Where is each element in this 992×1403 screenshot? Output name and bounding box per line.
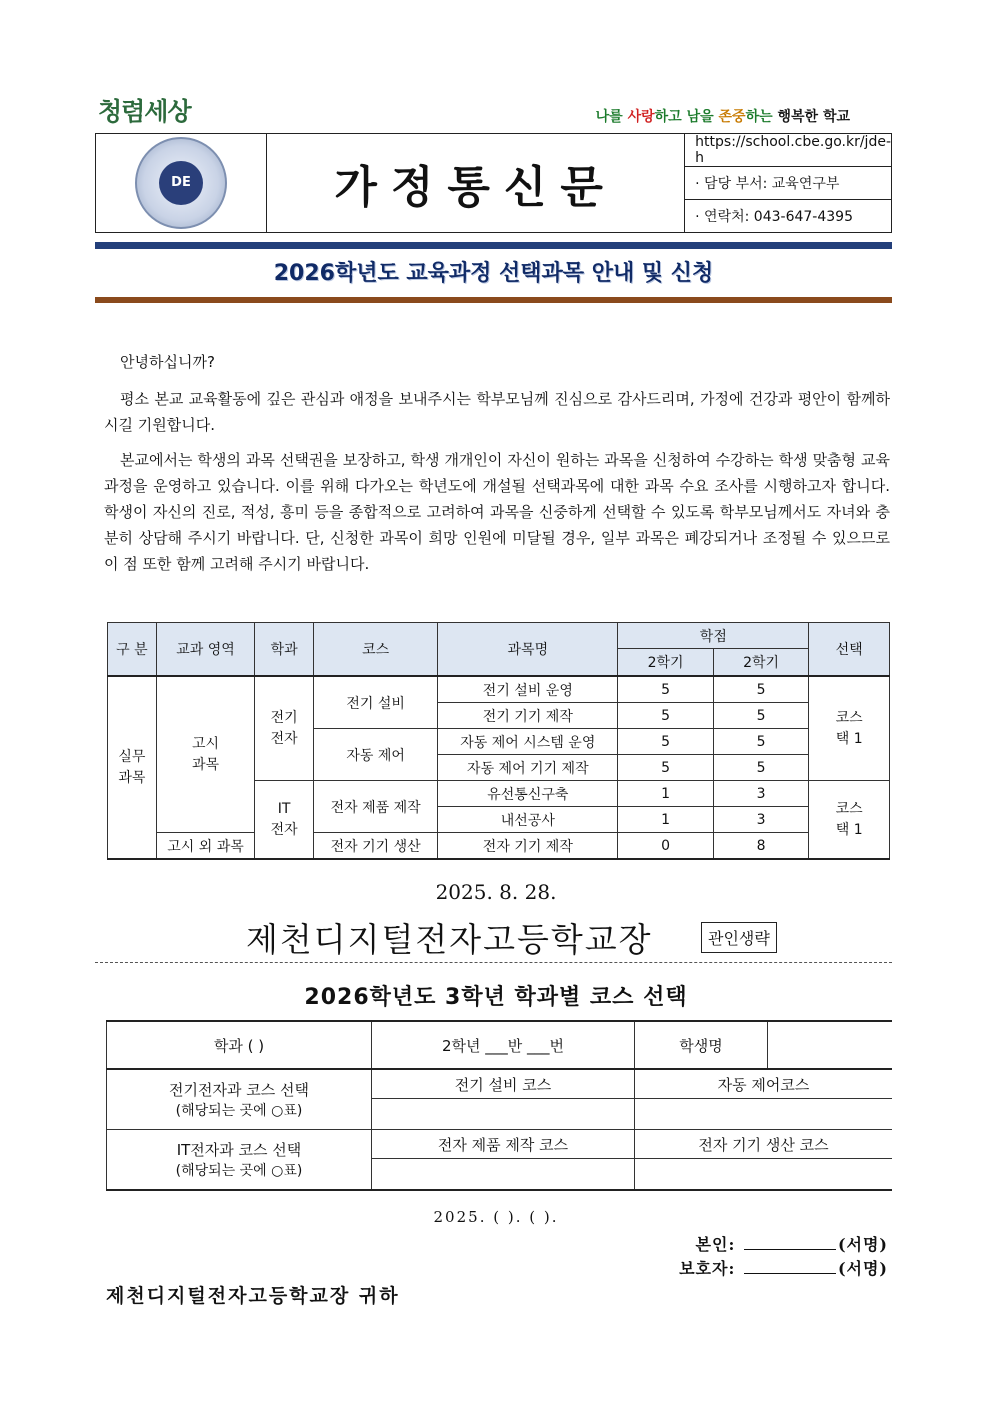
credit-cell: 3 <box>713 781 809 807</box>
self-signature-line <box>696 1232 888 1255</box>
th-credit: 학점 <box>618 623 809 649</box>
credit-cell: 5 <box>618 755 714 781</box>
motto-part: 남을 <box>686 109 714 125</box>
divider-top <box>95 242 892 249</box>
mark-electrical-facility[interactable] <box>372 1099 635 1130</box>
motto-part: 하는 <box>745 109 773 125</box>
contact-info: · 연락처: 043-647-4395 <box>685 200 892 233</box>
header-box <box>95 133 892 233</box>
area-cell: 고시 과목 <box>156 676 254 833</box>
credit-cell: 5 <box>713 676 809 703</box>
option-device-production: 전자 기기 생산 코스 <box>635 1130 893 1159</box>
subject-cell: 자동 제어 시스템 운영 <box>438 729 618 755</box>
guardian-sign-label: 보호자: <box>679 1259 736 1278</box>
credit-cell: 5 <box>713 755 809 781</box>
credit-cell: 1 <box>618 807 714 833</box>
option-auto-control: 자동 제어코스 <box>635 1069 893 1099</box>
dept-cell: 전기 전자 <box>255 676 314 781</box>
motto-part: 존중 <box>718 109 746 125</box>
department-info: · 담당 부서: 교육연구부 <box>685 167 892 200</box>
form-title: 2026학년도 3학년 학과별 코스 선택 <box>304 985 688 1010</box>
motto-part: 행복한 학교 <box>777 109 850 125</box>
sign-suffix: (서명) <box>837 1235 888 1254</box>
th-sem1: 2학기 <box>618 649 714 676</box>
credit-cell: 8 <box>713 833 809 860</box>
it-course-label-cell <box>107 1130 372 1191</box>
option-electrical-facility: 전기 설비 코스 <box>372 1069 635 1099</box>
course-cell: 전자 제품 제작 <box>314 781 438 833</box>
table-row <box>108 833 890 860</box>
ee-course-label-cell <box>107 1069 372 1130</box>
subject-cell: 내선공사 <box>438 807 618 833</box>
subject-cell: 전자 기기 제작 <box>438 833 618 860</box>
brand-logo-text: 청렴세상 <box>98 97 191 126</box>
brand-logo <box>98 92 191 128</box>
th-dept: 학과 <box>255 623 314 677</box>
credit-cell: 5 <box>618 676 714 703</box>
notice-subject: 2026학년도 교육과정 선택과목 안내 및 신청 <box>273 261 714 286</box>
greeting: 안녕하십니까? <box>120 353 215 371</box>
stamp-omitted: 관인생략 <box>701 922 777 953</box>
ee-course-hint: (해당되는 곳에 ○표) <box>175 1103 303 1119</box>
th-area: 교과 영역 <box>156 623 254 677</box>
credit-cell: 3 <box>713 807 809 833</box>
subject-cell: 자동 제어 기기 제작 <box>438 755 618 781</box>
th-course: 코스 <box>314 623 438 677</box>
motto-part: 하고 <box>654 109 682 125</box>
credit-cell: 5 <box>713 703 809 729</box>
school-motto <box>596 106 850 126</box>
student-name-field[interactable] <box>768 1021 893 1069</box>
subject-cell: 전기 기기 제작 <box>438 703 618 729</box>
mark-auto-control[interactable] <box>635 1099 893 1130</box>
motto-part: 나를 <box>595 109 623 125</box>
th-select: 선택 <box>809 623 890 677</box>
school-seal-icon <box>135 137 227 229</box>
course-cell: 전자 기기 생산 <box>314 833 438 860</box>
area-cell: 고시 외 과목 <box>156 833 254 860</box>
reply-date: 2025. ( ). ( ). <box>433 1208 559 1226</box>
division-cell: 실무 과목 <box>108 676 157 859</box>
cut-line <box>95 962 892 963</box>
self-sign-label: 본인: <box>695 1235 736 1254</box>
th-division: 구 분 <box>108 623 157 677</box>
guardian-signature-line <box>679 1256 888 1279</box>
seal-center: DE <box>159 161 203 205</box>
course-cell: 자동 제어 <box>314 729 438 781</box>
ee-course-label: 전기전자과 코스 선택 <box>169 1081 309 1099</box>
credit-cell: 0 <box>618 833 714 860</box>
option-product-manufacturing: 전자 제품 제작 코스 <box>372 1130 635 1159</box>
paragraph-1: 평소 본교 교육활동에 깊은 관심과 애정을 보내주시는 학부모님께 진심으로 감사드리며, 가정에 건강과 평안이 함께하시길 기원합니다. <box>104 390 890 434</box>
dept-cell: IT 전자 <box>255 781 314 860</box>
class-number-field[interactable]: 2학년 ___반 ___번 <box>372 1021 635 1069</box>
page-title: 가정통신문 <box>267 134 685 233</box>
credit-cell: 1 <box>618 781 714 807</box>
subject-cell: 유선통신구축 <box>438 781 618 807</box>
divider-bottom <box>95 297 892 303</box>
it-course-label: IT전자과 코스 선택 <box>176 1141 302 1159</box>
issue-date: 2025. 8. 28. <box>435 880 557 904</box>
select-cell: 코스 택 1 <box>809 781 890 860</box>
course-selection-form <box>106 1020 892 1191</box>
credit-cell: 5 <box>713 729 809 755</box>
student-name-label: 학생명 <box>635 1021 768 1069</box>
th-subject: 과목명 <box>438 623 618 677</box>
subject-table <box>107 622 890 860</box>
mark-product-manufacturing[interactable] <box>372 1159 635 1191</box>
table-row <box>108 676 890 703</box>
paragraph-2: 본교에서는 학생의 과목 선택권을 보장하고, 학생 개개인이 자신이 원하는 과목을 신청하여 수강하는 학생 맞춤형 교육과정을 운영하고 있습니다. 이를 위해 다가오는 학년도에 개설될 선택과목에 대한 과목 수요 조사를 시행하고자 합니다. 학생이 자신의 진로, 적성, 흥미 등을 종합적으로 고려하여 과목을 신중하게 선택할 수 있도록 학부모님께서도 자녀와 충분히 상담해 주시기 바랍니다. 단, 신청한 과목이 희망 인원에 미달될 경우, 일부 과목은 폐강되거나 조정될 수 있으므로 이 점 또한 함께 고려해 주시기 바랍니다. <box>104 451 890 573</box>
school-url: https://school.cbe.go.kr/jde-h <box>685 134 892 167</box>
th-sem2: 2학기 <box>713 649 809 676</box>
credit-cell: 5 <box>618 729 714 755</box>
select-cell: 코스 택 1 <box>809 676 890 781</box>
credit-cell: 5 <box>618 703 714 729</box>
guardian-sign-blank[interactable] <box>744 1273 836 1274</box>
dept-field[interactable]: 학과 ( ) <box>107 1021 372 1069</box>
course-cell: 전기 설비 <box>314 676 438 729</box>
motto-part: 사랑 <box>627 109 655 125</box>
principal-name: 제천디지털전자고등학교장 <box>246 920 653 959</box>
it-course-hint: (해당되는 곳에 ○표) <box>175 1163 303 1179</box>
addressee: 제천디지털전자고등학교장 귀하 <box>106 1285 400 1307</box>
school-seal-cell <box>96 134 267 233</box>
subject-cell: 전기 설비 운영 <box>438 676 618 703</box>
sign-suffix: (서명) <box>837 1259 888 1278</box>
mark-device-production[interactable] <box>635 1159 893 1191</box>
self-sign-blank[interactable] <box>744 1249 836 1250</box>
